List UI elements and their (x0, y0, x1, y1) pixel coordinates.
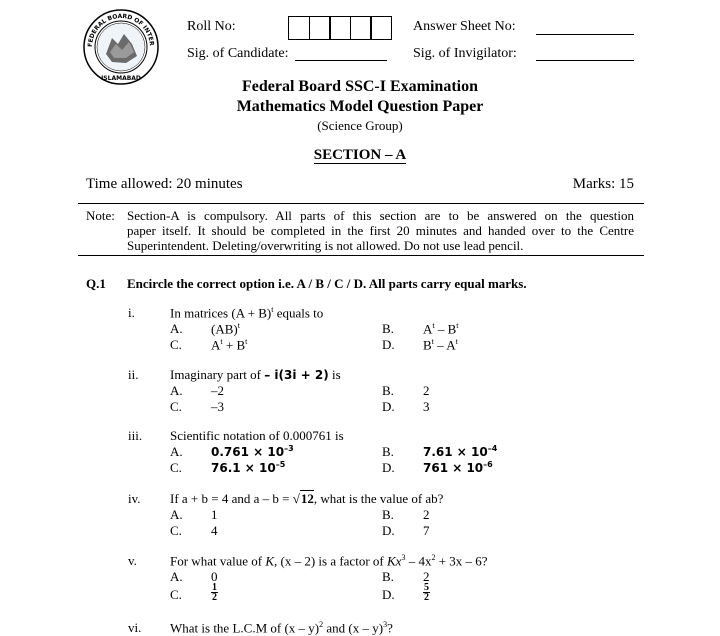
option-b[interactable]: 2 (423, 569, 430, 584)
item-stem: Imaginary part of – i(3i + 2) is (170, 367, 341, 382)
note-line-1: Section-A is compulsory. All parts of this section are to be answered on the question (127, 208, 634, 223)
option-label: B. (382, 569, 394, 584)
option-label: A. (170, 507, 183, 522)
option-a[interactable]: $0.761 \times 10^{-3}$ (211, 444, 294, 459)
item-number: iii. (128, 428, 143, 443)
option-d[interactable]: 3 (423, 399, 430, 414)
time-allowed: Time allowed: 20 minutes (86, 176, 243, 192)
option-label: A. (170, 321, 183, 336)
option-d[interactable]: 7 (423, 523, 430, 538)
item-number: vi. (128, 620, 142, 635)
option-d[interactable]: $\frac{5}{2}$ (424, 582, 429, 603)
item-number: i. (128, 305, 135, 320)
option-a[interactable]: (AB)$^t$ (211, 321, 240, 337)
question-instruction: Encircle the correct option i.e. A / B / C / D. All parts carry equal marks. (127, 276, 527, 291)
group-label: (Science Group) (317, 118, 403, 133)
option-d[interactable]: $761 \times 10^{-6}$ (423, 460, 493, 475)
divider-bottom (78, 255, 644, 256)
item-stem: Scientific notation of 0.000761 is (170, 428, 344, 443)
answer-sheet-field[interactable] (536, 34, 634, 35)
sig-candidate-label: Sig. of Candidate: (187, 46, 289, 61)
item-number: iv. (128, 491, 141, 506)
option-label: B. (382, 383, 394, 398)
question-number: Q.1 (86, 276, 106, 291)
option-c[interactable]: 4 (211, 523, 218, 538)
option-label: D. (382, 523, 395, 538)
sig-invigilator-label: Sig. of Invigilator: (413, 46, 517, 61)
logo-text: FEDERAL BOARD OF INTER (86, 12, 156, 48)
note-label: Note: (86, 208, 115, 223)
item-stem: In matrices $(A + B)^t$ equals to (170, 305, 324, 321)
option-c[interactable]: $\frac{1}{2}$ (212, 582, 217, 603)
section-heading: SECTION – A (313, 147, 407, 163)
option-b[interactable]: 2 (423, 507, 430, 522)
note-line-3: Superintendent. Deleting/overwriting is not allowed. Do not use lead pencil. (127, 238, 524, 253)
note-line-2: paper itself. It should be completed in the first 20 minutes and handed over to the Centre (127, 223, 634, 238)
roll-no-boxes[interactable] (288, 16, 391, 40)
option-label: B. (382, 444, 394, 459)
sig-candidate-field[interactable] (295, 60, 387, 61)
option-label: D. (382, 460, 395, 475)
option-label: A. (170, 569, 183, 584)
divider-top (78, 203, 644, 204)
option-label: C. (170, 460, 182, 475)
option-label: C. (170, 523, 182, 538)
paper-title: Mathematics Model Question Paper (236, 98, 484, 115)
option-label: C. (170, 399, 182, 414)
item-stem: If a + b = 4 and a – b = √12, what is the value of ab? (170, 491, 444, 506)
option-label: C. (170, 587, 182, 602)
option-label: B. (382, 507, 394, 522)
option-label: A. (170, 444, 183, 459)
exam-title: Federal Board SSC-I Examination (241, 78, 478, 95)
option-b[interactable]: 2 (423, 383, 430, 398)
option-b[interactable]: $A^t - B^t$ (423, 321, 459, 337)
option-label: D. (382, 337, 395, 352)
item-number: v. (128, 553, 137, 568)
option-c[interactable]: $A^t + B^t$ (211, 337, 248, 353)
option-c[interactable]: $76.1 \times 10^{-5}$ (211, 460, 286, 475)
item-stem: What is the L.C.M of (x – y)$^2$ and (x – y)$^3$? (170, 620, 393, 636)
option-a[interactable]: 0 (211, 569, 218, 584)
roll-no-label: Roll No: (187, 19, 236, 34)
option-b[interactable]: $7.61 \times 10^{-4}$ (423, 444, 498, 459)
sig-invigilator-field[interactable] (536, 60, 634, 61)
option-label: D. (382, 587, 395, 602)
logo-city: ISLAMABAD (101, 75, 141, 82)
option-d[interactable]: $B^t - A^t$ (423, 337, 458, 353)
item-number: ii. (128, 367, 139, 382)
federal-board-logo (82, 8, 160, 86)
marks: Marks: 15 (572, 176, 634, 192)
option-c[interactable]: –3 (211, 399, 224, 414)
answer-sheet-label: Answer Sheet No: (413, 19, 516, 34)
option-label: C. (170, 337, 182, 352)
option-label: A. (170, 383, 183, 398)
option-label: B. (382, 321, 394, 336)
option-a[interactable]: –2 (211, 383, 224, 398)
option-a[interactable]: 1 (211, 507, 218, 522)
item-stem: For what value of K, (x – 2) is a factor of $Kx^3 - 4x^2 + 3x - 6$? (170, 553, 488, 569)
option-label: D. (382, 399, 395, 414)
